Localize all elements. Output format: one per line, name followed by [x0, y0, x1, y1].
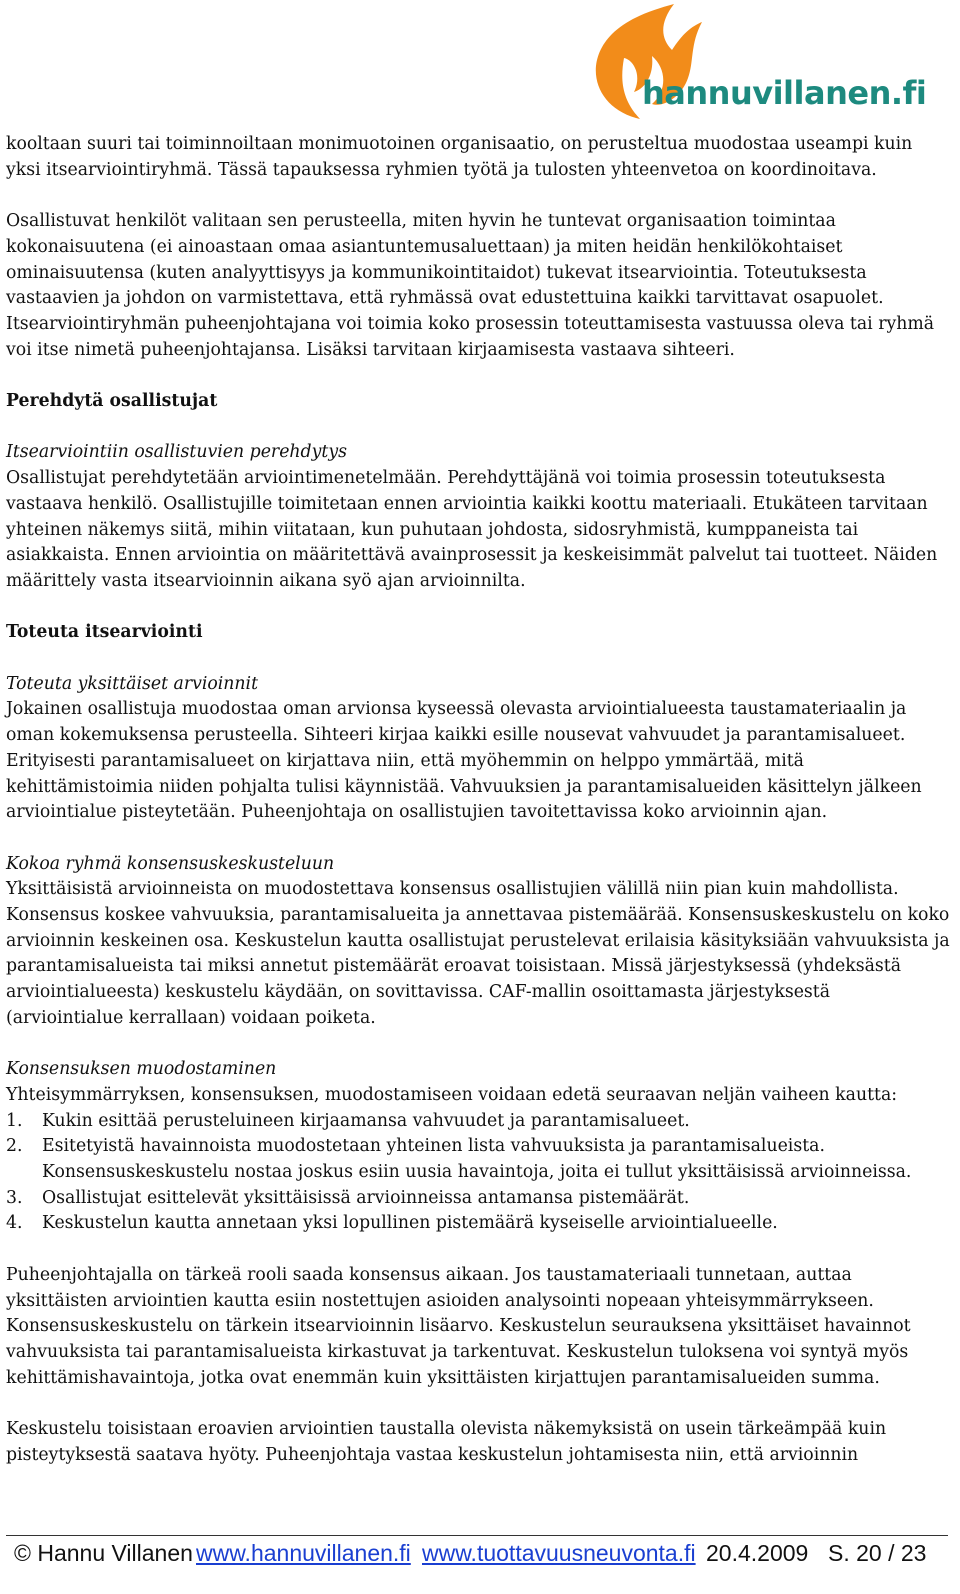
paragraph: kooltaan suuri tai toiminnoiltaan monimuotoinen organisaatio, on perusteltua muodostaa useampi kuin yksi itsearviointiryhmä. Tässä tapauksessa ryhmien työtä ja tulosten yhteenvetoa on koordinoitava. — [6, 134, 913, 180]
list-item — [6, 1186, 951, 1212]
section-heading: Toteuta itsearviointi — [6, 622, 203, 643]
footer-page-number: S. 20 / 23 — [828, 1540, 927, 1566]
main-content — [6, 132, 951, 1468]
list-item-text: Esitetyistä havainnoista muodostetaan yhteinen lista vahvuuksista ja parantamisalueista. Konsensuskeskustelu nostaa joskus esiin uusia havaintoja, joita ei tullut yksittäisissä arvioinneissa. — [42, 1136, 912, 1183]
paragraph: Jokainen osallistuja muodostaa oman arvionsa kyseessä olevasta arviointialueesta taustamateriaalin ja oman kokemuksensa perusteella. Sihteeri kirjaa kaikki esille nousevat vahvuudet ja parantamisalueet. Erityisesti parantamisalueet on kirjattava niin, että myöhemmin on helppo ymmärtää, mitä kehittämistoimia niiden pohjalta tulisi käynnistää. Vahvuuksien ja parantamisalueiden käsittelyn jälkeen arviointialue pisteytetään. Puheenjohtaja on osallistujien tavoitettavissa koko arvioinnin ajan. — [6, 699, 922, 823]
paragraph: Osallistujat perehdytetään arviointimenetelmään. Perehdyttäjänä voi toimia prosessin toteutuksesta vastaava henkilö. Osallistujille toimitetaan ennen arviointia kaikki koottu materiaali. Etukäteen tarvitaan yhteinen näkemys siitä, mihin viitataan, kun puhutaan johdosta, sidosryhmistä, kumppaneista tai asiakkaista. Ennen arviointia on määritettävä avainprosessit ja keskeisimmät palvelut tai tuotteet. Näiden määrittely vasta itsearvioinnin aikana syö ajan arvioinnilta. — [6, 468, 938, 591]
paragraph: Osallistuvat henkilöt valitaan sen perusteella, miten hyvin he tuntevat organisaation toimintaa kokonaisuutena (ei ainoastaan omaa asiantuntemusaluettaan) ja miten heidän henkilökohtaiset ominaisuutensa (kuten analyyttisyys ja kommunikointitaidot) tukevat itsearviointia. Toteutuksesta vastaavien ja johdon on varmistettava, että ryhmässä ovat edustettuina kaikki tarvittavat osapuolet. Itsearviointiryhmän puheenjohtajana voi toimia koko prosessin toteuttamisesta vastuussa oleva tai ryhmä voi itse nimetä puheenjohtajansa. Lisäksi tarvitaan kirjaamisesta vastaava sihteeri. — [6, 211, 935, 360]
list-number: 4. — [6, 1213, 23, 1234]
section-heading: Perehdytä osallistujat — [6, 391, 218, 411]
paragraph: Yksittäisistä arvioinneista on muodostettava konsensus osallistujien välillä niin pian kuin mahdollista. Konsensus koskee vahvuuksia, parantamisalueita ja annettavaa pistemäärää. Konsensuskeskustelu on koko arvioinnin keskeinen osa. Keskustelun kautta osallistujat perustelevat erilaisia käsityksiään vahvuuksista ja parantamisalueista tai miksi annetut pistemäärät eroavat toisistaan. Missä järjestyksessä (yhdeksästä arviointialueesta) keskustelu käydään, on sovittavissa. CAF-mallin osoittamasta järjestyksestä (arviointialue kerrallaan) voidaan poiketa. — [6, 879, 950, 1028]
footer-author: © Hannu Villanen — [14, 1540, 193, 1566]
subheading: Toteuta yksittäiset arvioinnit — [6, 673, 259, 694]
list-item-text: Keskustelun kautta annetaan yksi lopullinen pistemäärä kyseiselle arviointialueelle. — [42, 1213, 778, 1234]
subheading: Kokoa ryhmä konsensuskeskusteluun — [6, 853, 335, 874]
footer-link-hannuvillanen[interactable]: www.hannuvillanen.fi — [196, 1540, 411, 1566]
list-item — [6, 1211, 951, 1237]
list-number: 1. — [6, 1110, 23, 1131]
list-number: 2. — [6, 1136, 23, 1157]
numbered-list — [6, 1109, 951, 1238]
paragraph: Keskustelu toisistaan eroavien arviointien taustalla olevista näkemyksistä on usein tärkeämpää kuin pisteytyksestä saatava hyöty. Puheenjohtaja vastaa keskustelun johtamisesta niin, että arvioinnin — [6, 1419, 887, 1465]
list-item — [6, 1134, 951, 1185]
footer-date: 20.4.2009 — [706, 1540, 809, 1566]
footer-divider — [6, 1535, 948, 1536]
logo-wordmark[interactable]: hannuvillanen.fi — [642, 74, 927, 112]
footer — [6, 1538, 946, 1572]
paragraph: Puheenjohtajalla on tärkeä rooli saada konsensus aikaan. Jos taustamateriaali tunnetaan, auttaa yksittäisten arviointien kautta esiin nostettujen asioiden analysointi nopeaan yhteisymmärrykseen. Konsensuskeskustelu on tärkein itsearvioinnin lisäarvo. Keskustelun seurauksena yksittäiset havainnot vahvuuksista tai parantamisalueista kirkastuvat ja tarkentuvat. Keskustelun tuloksena voi syntyä myös kehittämishavaintoja, jotka ovat enemmän kuin yksittäisten kirjattujen parantamisalueiden summa. — [6, 1264, 911, 1388]
list-item-text: Osallistujat esittelevät yksittäisissä arvioinneissa antamansa pistemäärät. — [42, 1187, 690, 1208]
list-item — [6, 1109, 951, 1135]
list-number: 3. — [6, 1187, 23, 1208]
subheading: Konsensuksen muodostaminen — [6, 1059, 277, 1080]
paragraph: Yhteisymmärryksen, konsensuksen, muodostamiseen voidaan edetä seuraavan neljän vaiheen kautta: — [6, 1084, 898, 1105]
list-item-text: Kukin esittää perusteluineen kirjaamansa vahvuudet ja parantamisalueet. — [42, 1110, 690, 1131]
footer-link-tuottavuusneuvonta[interactable]: www.tuottavuusneuvonta.fi — [422, 1540, 696, 1566]
subheading: Itsearviointiin osallistuvien perehdytys — [6, 442, 347, 463]
